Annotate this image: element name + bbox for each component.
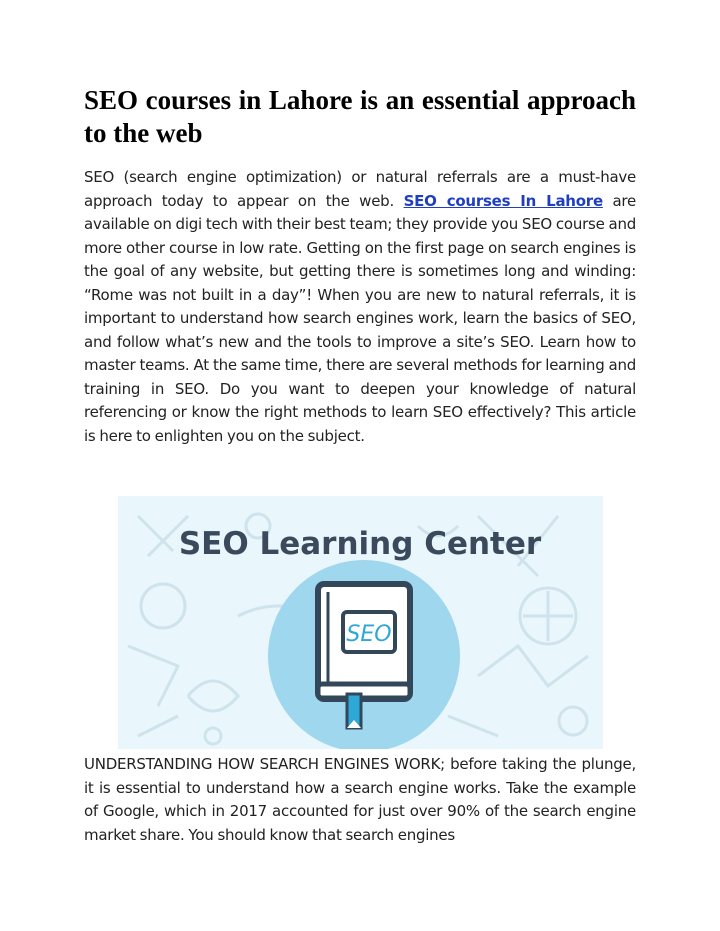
book-label: SEO xyxy=(346,622,392,647)
intro-paragraph xyxy=(84,166,636,448)
figure-heading: SEO Learning Center xyxy=(178,526,542,562)
illustration xyxy=(118,496,603,749)
article-title: SEO courses in Lahore is an essential approach to the web xyxy=(84,85,636,148)
seo-learning-center-image xyxy=(118,496,603,749)
second-paragraph: UNDERSTANDING HOW SEARCH ENGINES WORK; before taking the plunge, it is essential to understand how a search engine works. Take the example of Google, which in 2017 accounted for just over 90% of the search engine market share. You should know that search engines xyxy=(84,755,636,844)
document-page xyxy=(84,84,636,448)
seo-courses-link[interactable]: SEO courses In Lahore xyxy=(403,191,603,210)
intro-text-after-link: are available on digi tech with their best team; they provide you SEO course and more other course in low rate. Getting on the first page on search engines is the goal of any website, but getting there is sometimes long and winding: “Rome was not built in a day”! When you are new to natural referrals, it is important to understand how search engines work, learn the basics of SEO, and follow what’s new and the tools to improve a site’s SEO. Learn how to master teams. At the same time, there are several methods for learning and training in SEO. Do you want to deepen your knowledge of natural referencing or know the right methods to learn SEO effectively? This article is here to enlighten you on the subject. xyxy=(84,191,636,445)
second-paragraph-block xyxy=(84,753,636,847)
intro-text-before-link: SEO (search engine optimization) or natural referrals are a must-have approach today to appear on the web. xyxy=(84,168,636,210)
